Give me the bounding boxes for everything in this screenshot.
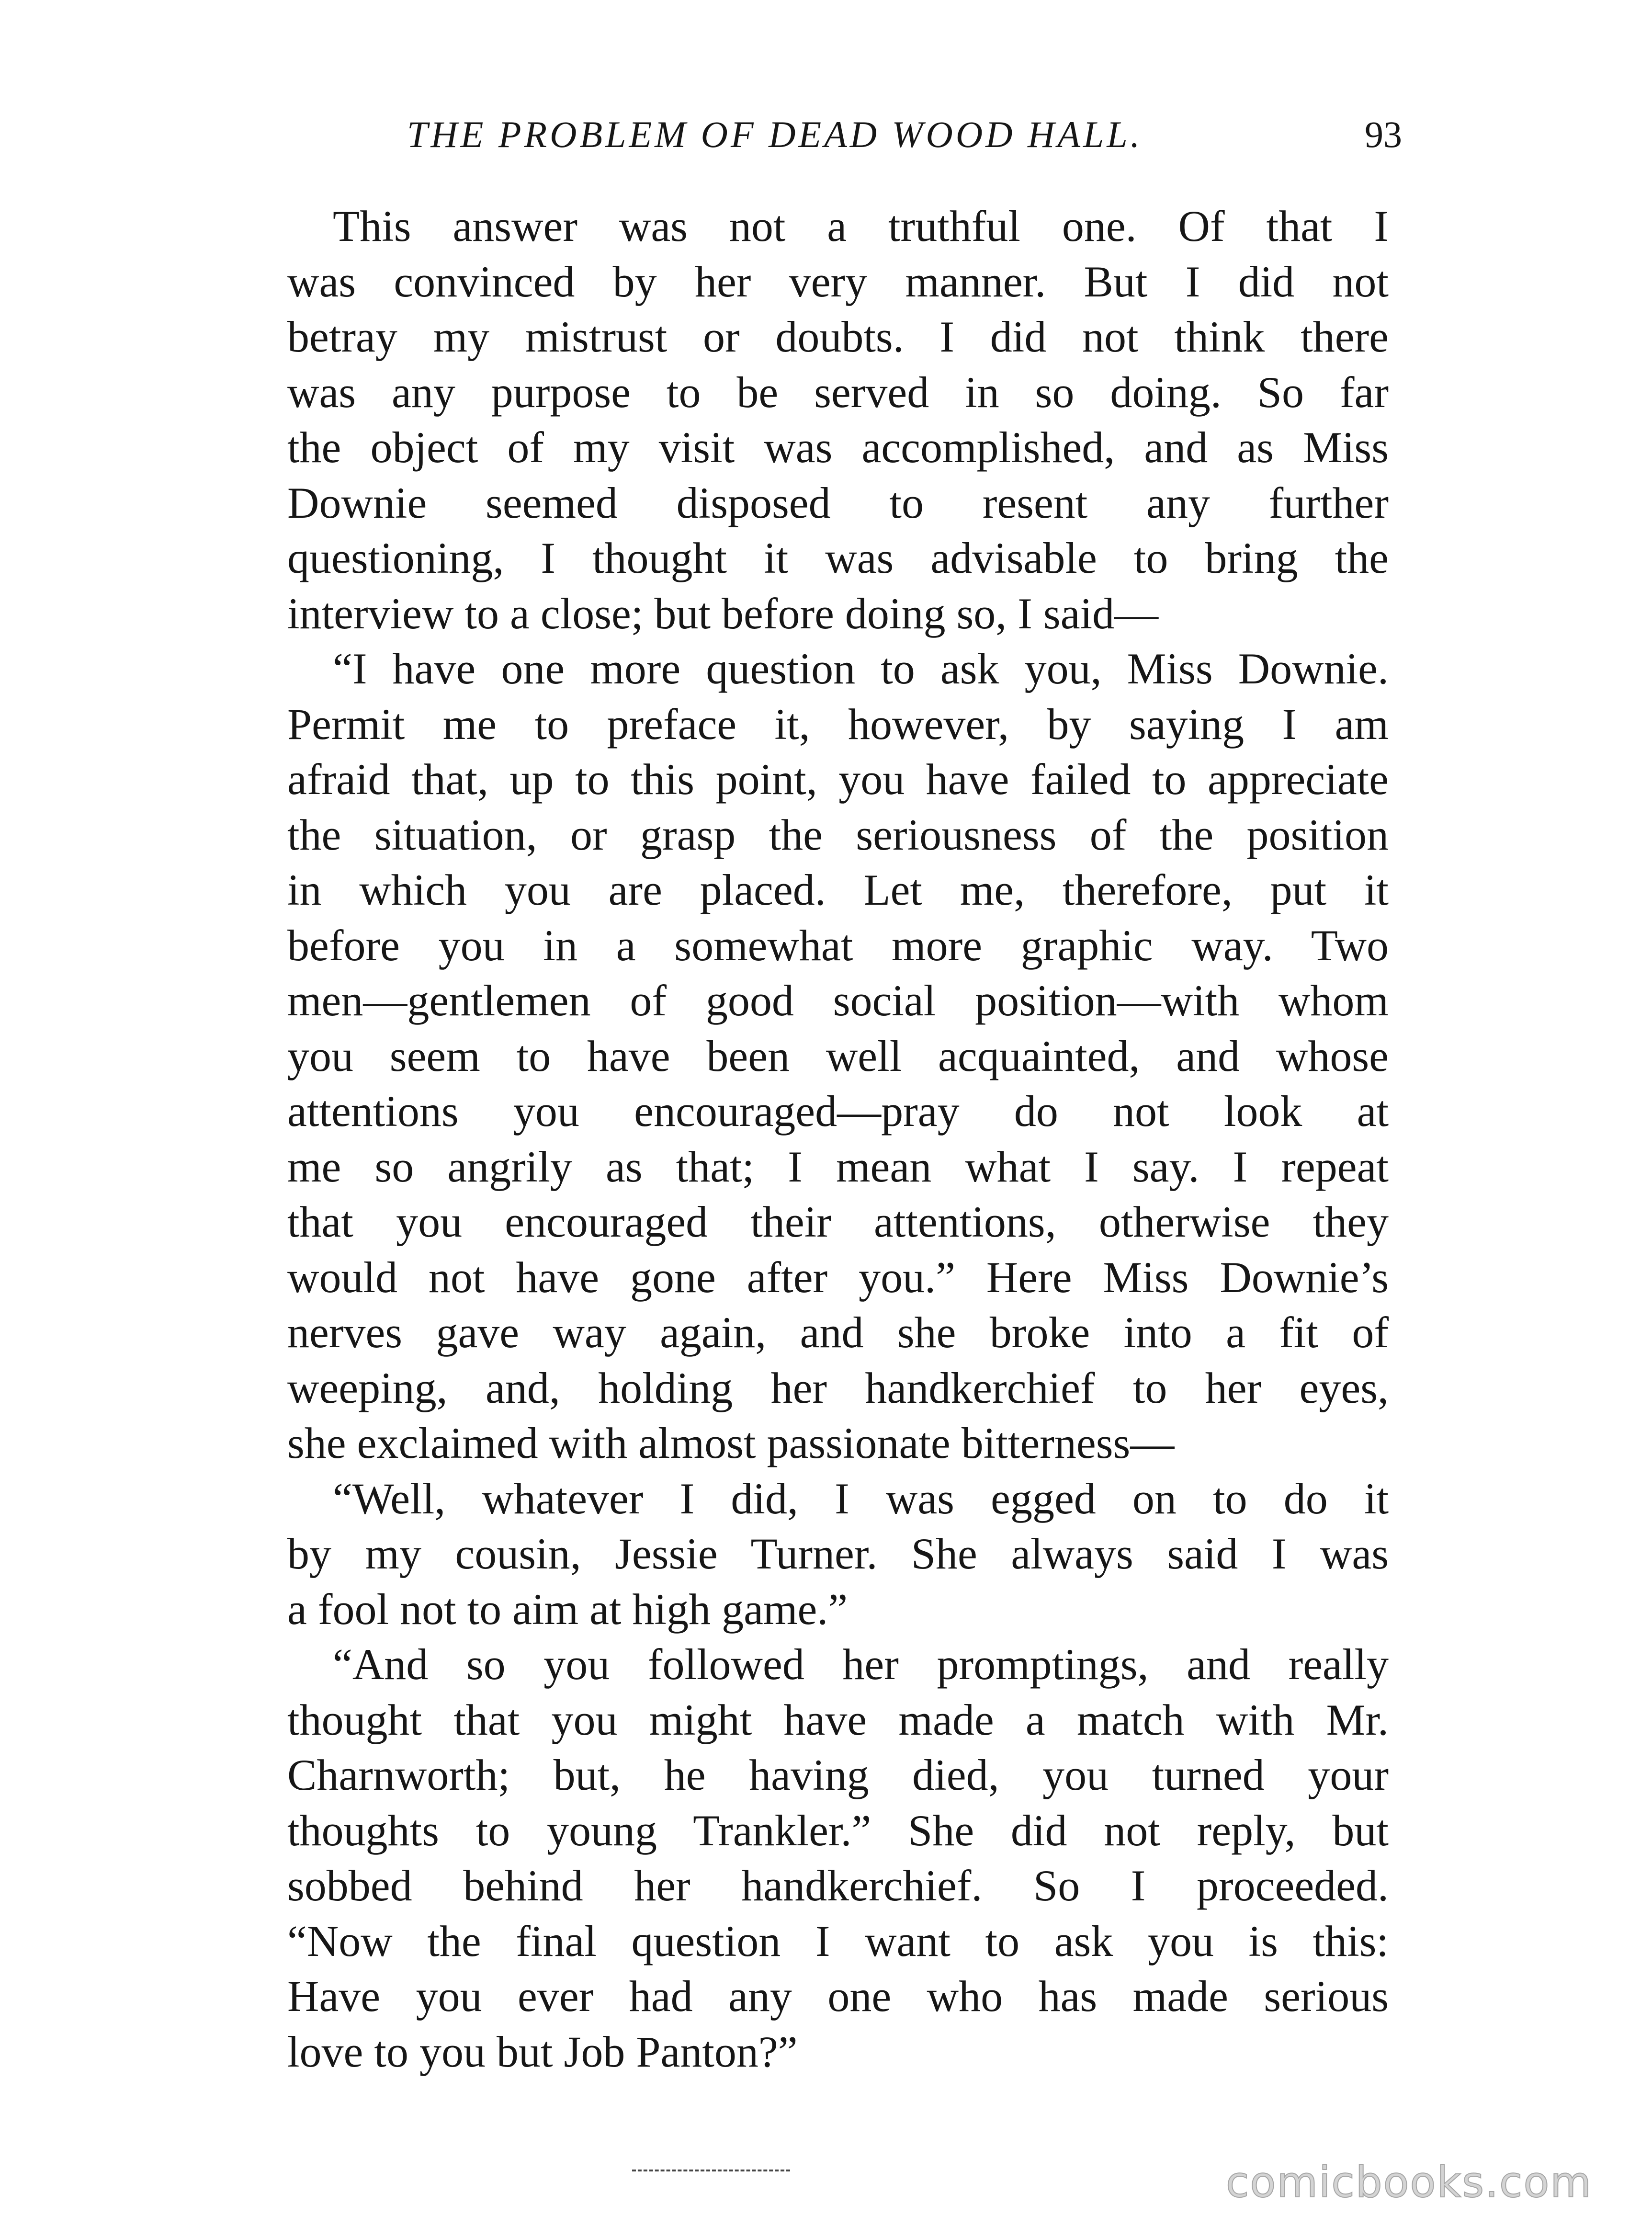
text-line: “Now the final question I want to ask you is this: bbox=[287, 1916, 1389, 1966]
running-title: THE PROBLEM OF DEAD WOOD HALL. bbox=[407, 114, 1143, 155]
text-line: “And so you followed her promptings, and really bbox=[333, 1640, 1389, 1689]
text-line: questioning, I thought it was advisable to bring the bbox=[287, 534, 1389, 582]
page-body-text bbox=[287, 199, 1389, 2079]
text-line: Have you ever had any one who has made serious bbox=[287, 1972, 1389, 2021]
text-line: thought that you might have made a match with Mr. bbox=[287, 1695, 1389, 1744]
text-line: she exclaimed with almost passionate bitterness— bbox=[287, 1419, 1175, 1467]
text-line: thoughts to young Trankler.” She did not reply, but bbox=[287, 1806, 1389, 1855]
text-line: weeping, and, holding her handkerchief to her eyes, bbox=[287, 1363, 1389, 1412]
text-line: a fool not to aim at high game.” bbox=[287, 1584, 848, 1634]
running-header bbox=[287, 113, 1402, 175]
text-line: that you encouraged their attentions, otherwise they bbox=[287, 1197, 1389, 1246]
text-line: love to you but Job Panton?” bbox=[287, 2027, 798, 2076]
text-line: This answer was not a truthful one. Of that I bbox=[333, 202, 1389, 250]
text-line: “I have one more question to ask you, Miss Downie. bbox=[333, 644, 1389, 693]
text-line: interview to a close; but before doing so, I said— bbox=[287, 589, 1159, 638]
text-line: by my cousin, Jessie Turner. She always said I was bbox=[287, 1529, 1389, 1578]
text-line: men—gentlemen of good social position—with whom bbox=[287, 976, 1389, 1025]
text-line: betray my mistrust or doubts. I did not think there bbox=[287, 312, 1389, 361]
text-line: Charnworth; but, he having died, you turned your bbox=[287, 1750, 1389, 1799]
text-line: afraid that, up to this point, you have failed to appreciate bbox=[287, 755, 1389, 804]
text-line: Downie seemed disposed to resent any further bbox=[287, 478, 1389, 527]
text-line: sobbed behind her handkerchief. So I proceeded. bbox=[287, 1861, 1389, 1910]
footer-rule bbox=[632, 2170, 790, 2171]
text-line: was any purpose to be served in so doing. So far bbox=[287, 367, 1389, 417]
text-line: in which you are placed. Let me, therefore, put it bbox=[287, 865, 1389, 914]
text-line: you seem to have been well acquainted, and whose bbox=[287, 1031, 1389, 1080]
text-line: nerves gave way again, and she broke into a fit of bbox=[287, 1308, 1389, 1357]
text-line: attentions you encouraged—pray do not look at bbox=[287, 1087, 1389, 1136]
text-line: me so angrily as that; I mean what I say. I repeat bbox=[287, 1142, 1389, 1191]
text-line: the object of my visit was accomplished, and as Miss bbox=[287, 423, 1389, 472]
text-line: was convinced by her very manner. But I did not bbox=[287, 257, 1389, 306]
page-number: 93 bbox=[1365, 114, 1402, 155]
text-line: Permit me to preface it, however, by saying I am bbox=[287, 699, 1389, 749]
text-line: “Well, whatever I did, I was egged on to do it bbox=[333, 1474, 1389, 1523]
text-line: before you in a somewhat more graphic way. Two bbox=[287, 920, 1389, 970]
text-line: would not have gone after you.” Here Miss Downie’s bbox=[287, 1252, 1389, 1302]
watermark: comicbooks.com bbox=[1226, 2158, 1593, 2207]
text-line: the situation, or grasp the seriousness of the position bbox=[287, 810, 1389, 859]
